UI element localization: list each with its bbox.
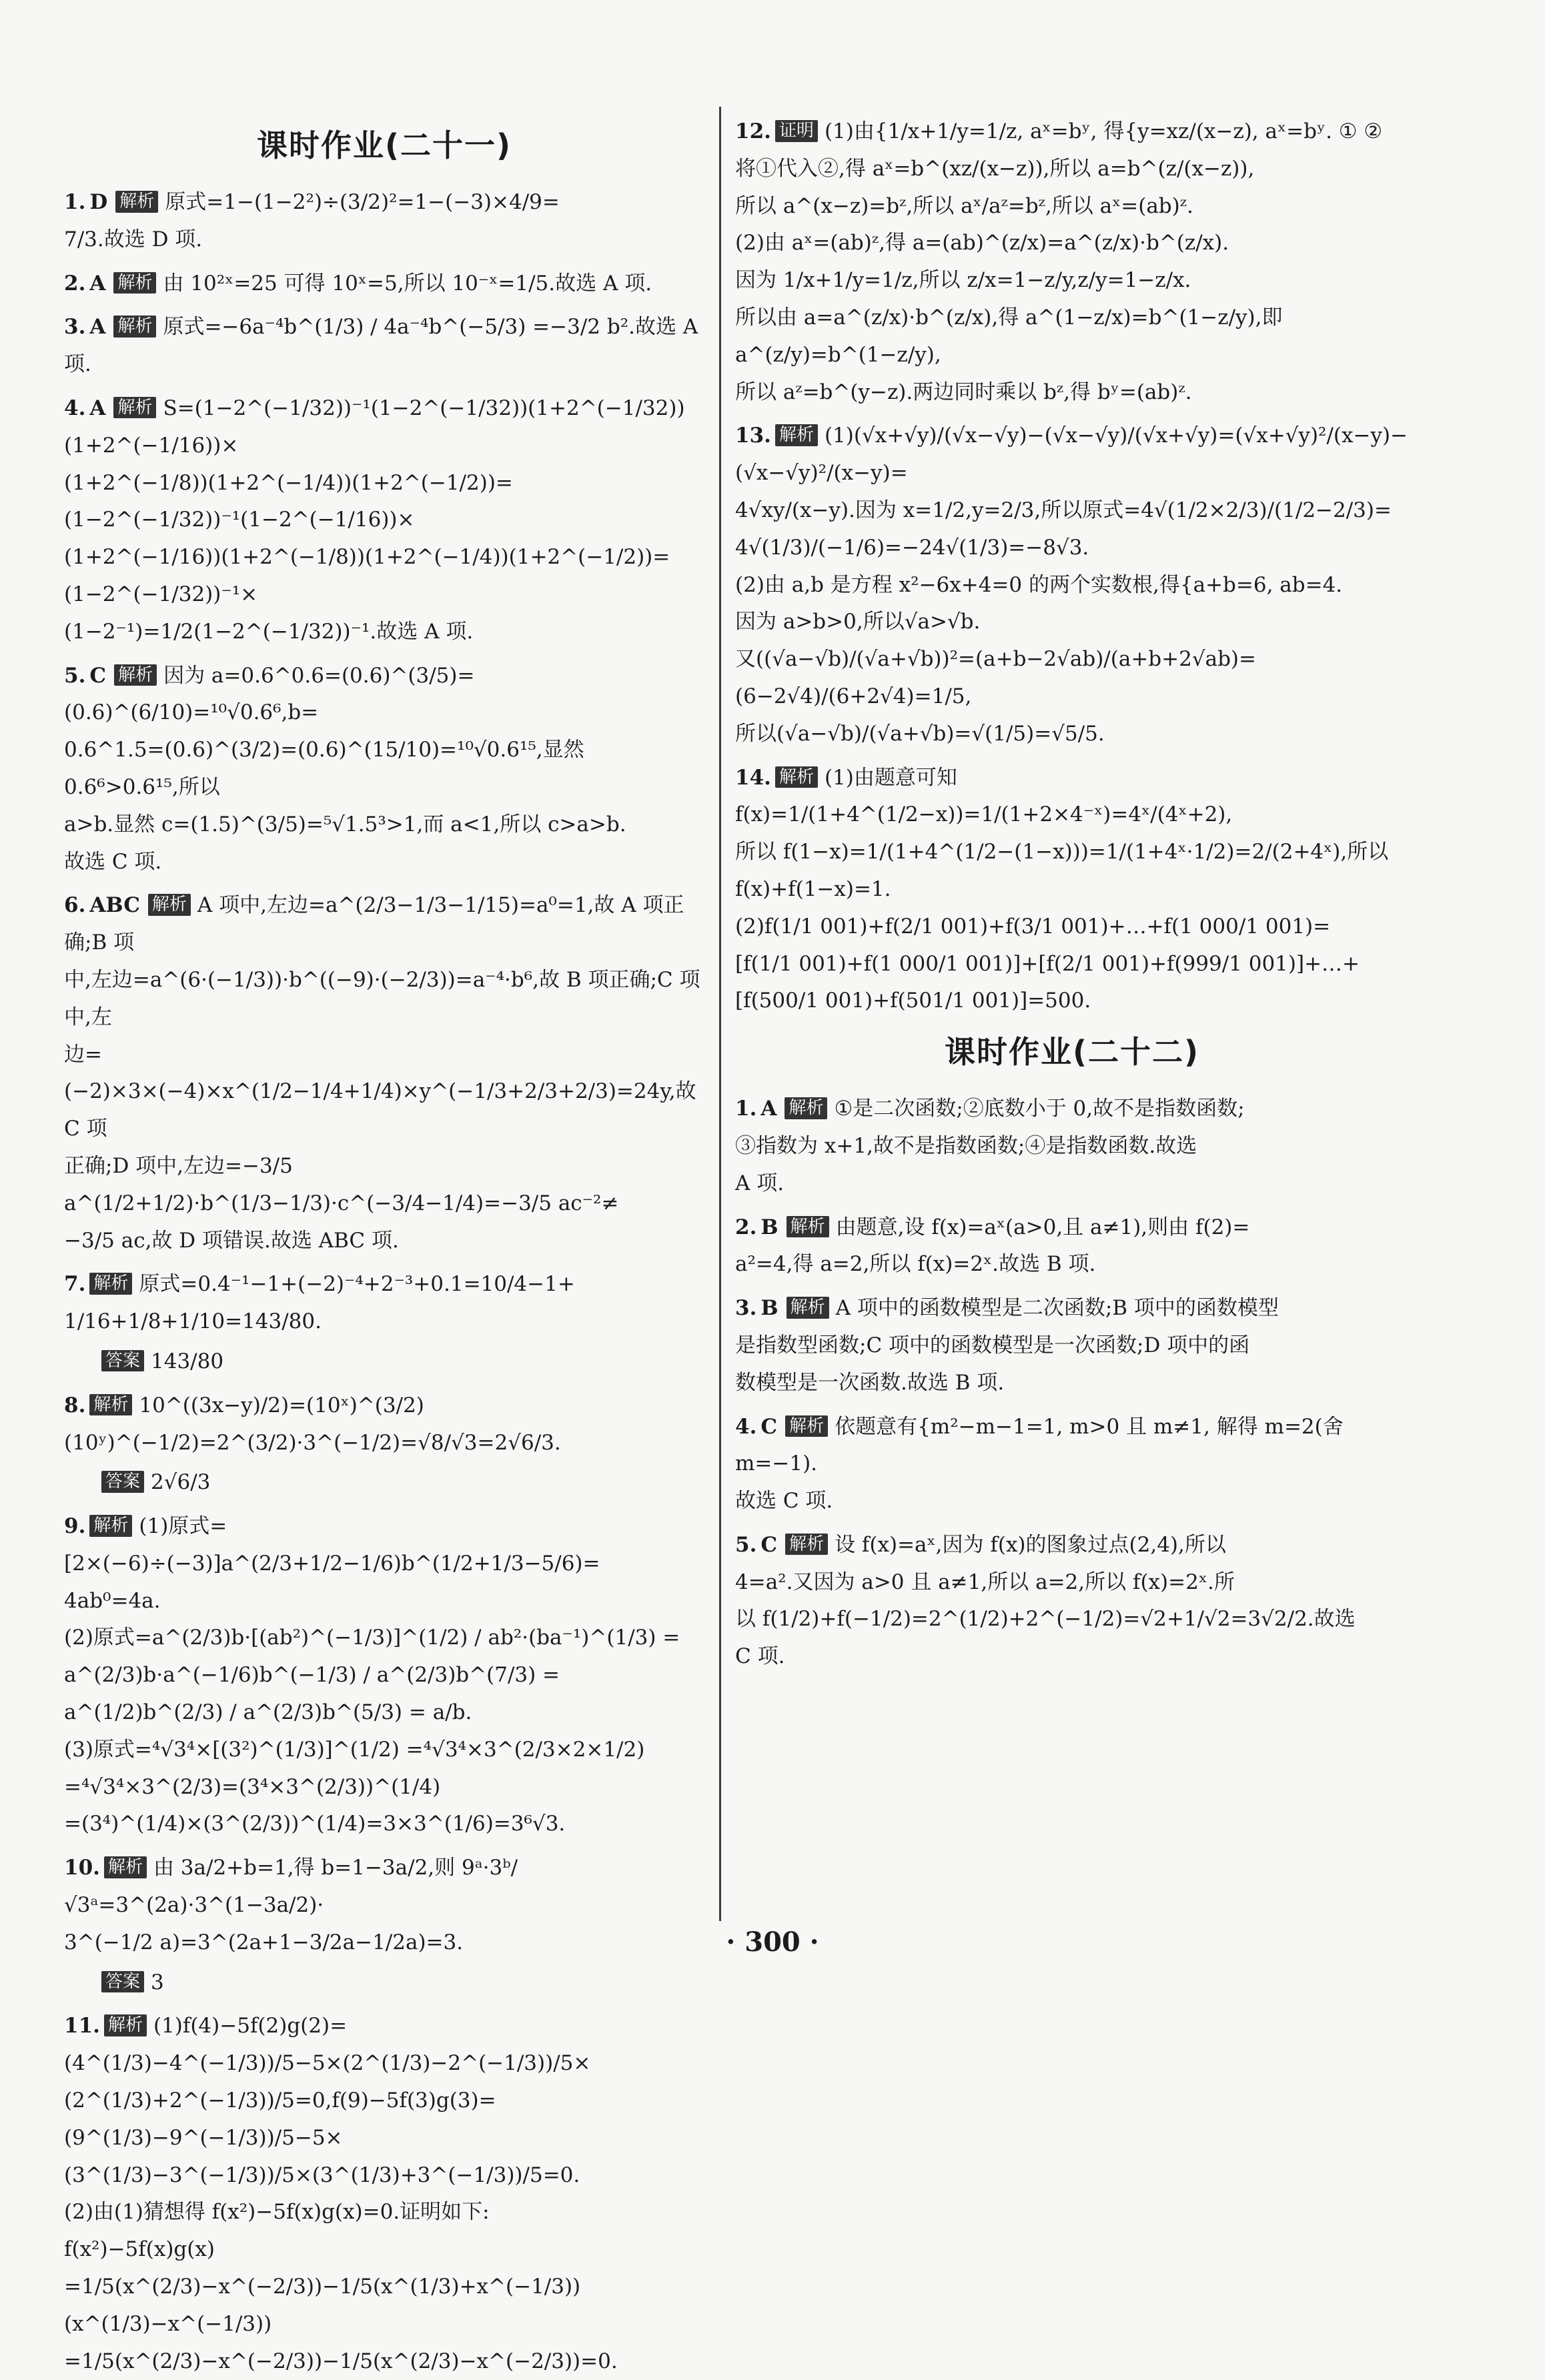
exercise-answer-letter: D — [89, 190, 108, 214]
exercise-line: 所以 a^(x−z)=bᶻ,所以 aˣ/aᶻ=bᶻ,所以 aˣ=(ab)ᶻ. — [735, 193, 1193, 218]
exercise-line — [64, 1850, 704, 1924]
exercise-line: (2)由(1)猜想得 f(x²)−5f(x)g(x)=0.证明如下: — [64, 2200, 490, 2225]
exercise-line: 4=a².又因为 a>0 且 a≠1,所以 a=2,所以 f(x)=2ˣ.所 — [735, 1570, 1235, 1594]
exercise-line — [735, 1409, 1409, 1483]
analysis-tag: 解析 — [785, 1097, 827, 1119]
analysis-tag: 解析 — [114, 664, 157, 686]
section-title-2: 课时作业(二十二) — [944, 1034, 1200, 1071]
exercise-line: (2)由 aˣ=(ab)ᶻ,得 a=(ab)^(z/x)=a^(z/x)·b^(z/x). — [735, 231, 1229, 255]
exercise-number: 5. — [735, 1532, 757, 1557]
exercise-line: f(x)+f(1−x)=1. — [735, 876, 891, 901]
exercise-number: 6. — [64, 893, 86, 918]
exercise-line: f(x²)−5f(x)g(x) — [64, 2237, 215, 2262]
exercise-text: 由 10²ˣ=25 可得 10ˣ=5,所以 10⁻ˣ=1/5.故选 A 项. — [163, 271, 652, 295]
exercise-line — [64, 1387, 704, 1462]
exercise-line — [735, 1290, 1409, 1327]
exercise-item — [64, 1387, 704, 1462]
analysis-tag: 解析 — [787, 1297, 829, 1319]
exercise-item — [735, 1091, 1409, 1202]
exercise-line: 故选 C 项. — [64, 849, 162, 874]
exercise-item — [735, 1290, 1409, 1401]
exercise-line: 是指数型函数;C 项中的函数模型是一次函数;D 项中的函 — [735, 1333, 1250, 1357]
exercise-line: [f(500/1 001)+f(501/1 001)]=500. — [735, 989, 1091, 1013]
exercise-number: 5. — [64, 663, 86, 688]
exercise-text: (1)由{1/x+1/y=1/z, aˣ=bʸ, 得{y=xz/(x−z), aˣ=bʸ. ① ② — [824, 119, 1383, 143]
exercise-line: 4√xy/(x−y).因为 x=1/2,y=2/3,所以原式=4√(1/2×2/3)/(1/2−2/3)= — [735, 498, 1392, 522]
page-number: · 300 · — [726, 1926, 819, 1958]
exercise-line: 1/16+1/8+1/10=143/80. — [64, 1309, 322, 1334]
exercise-number: 2. — [64, 271, 86, 295]
analysis-tag: 解析 — [104, 1856, 147, 1878]
exercise-line — [735, 418, 1409, 492]
exercise-item — [735, 418, 1409, 752]
exercise-text: 因为 a=0.6^0.6=(0.6)^(3/5)=(0.6)^(6/10)=¹⁰√0.6⁶,b= — [64, 663, 475, 725]
exercise-item — [735, 113, 1409, 411]
exercise-text: (1)由题意可知 f(x)=1/(1+4^(1/2−x))=1/(1+2×4⁻ˣ)=4ˣ/(4ˣ+2), — [735, 765, 1233, 827]
exercise-line: (3)原式=⁴√3⁴×[(3²)^(1/3)]^(1/2) =⁴√3⁴×3^(2/3×2×1/2) — [64, 1737, 645, 1762]
exercise-answer-letter: A — [89, 396, 106, 420]
exercise-line — [64, 887, 704, 962]
exercise-line: 4ab⁰=4a. — [64, 1588, 161, 1613]
exercise-line: (1+2^(−1/8))(1+2^(−1/4))(1+2^(−1/2))=(1−2^(−1/32))⁻¹(1−2^(−1/16))× — [64, 470, 513, 532]
exercise-line: [f(1/1 001)+f(1 000/1 001)]+[f(2/1 001)+f(999/1 001)]+…+ — [735, 951, 1360, 976]
exercise-line: (1+2^(−1/16))(1+2^(−1/8))(1+2^(−1/4))(1+2^(−1/2))=(1−2^(−1/32))⁻¹× — [64, 545, 670, 606]
exercise-number: 1. — [64, 190, 86, 214]
exercise-text: (1)f(4)−5f(2)g(2)=(4^(1/3)−4^(−1/3))/5−5×(2^(1/3)−2^(−1/3))/5× — [64, 2014, 591, 2076]
exercise-line: 又((√a−√b)/(√a+√b))²=(a+b−2√ab)/(a+b+2√ab)=(6−2√4)/(6+2√4)=1/5, — [735, 647, 1256, 708]
exercise-answer-letter: B — [760, 1296, 779, 1321]
exercise-number: 12. — [735, 119, 771, 143]
exercise-number: 11. — [64, 2014, 100, 2038]
exercise-text: A 项中,左边=a^(2/3−1/3−1/15)=a⁰=1,故 A 项正确;B 项 — [64, 893, 684, 955]
exercise-line — [735, 1527, 1409, 1564]
exercise-item — [64, 887, 704, 1259]
exercise-line — [64, 184, 704, 221]
exercise-line — [64, 1508, 704, 1583]
exercise-text: (1)原式=[2×(−6)÷(−3)]a^(2/3+1/2−1/6)b^(1/2+1/3−5/6)= — [64, 1514, 600, 1576]
exercise-text: A 项中的函数模型是二次函数;B 项中的函数模型 — [835, 1296, 1279, 1321]
exercise-line: −3/5 ac,故 D 项错误.故选 ABC 项. — [64, 1228, 399, 1253]
exercise-line: (2^(1/3)+2^(−1/3))/5=0,f(9)−5f(3)g(3)=(9^(1/3)−9^(−1/3))/5−5× — [64, 2089, 496, 2150]
section-title: 课时作业(二十一) — [256, 127, 512, 163]
exercise-line — [735, 760, 1409, 834]
answer-line — [101, 1464, 704, 1502]
analysis-tag: 解析 — [775, 766, 818, 788]
exercise-line: =1/5(x^(2/3)−x^(−2/3))−1/5(x^(2/3)−x^(−2/3))=0. — [64, 2349, 618, 2373]
exercise-text: (1)(√x+√y)/(√x−√y)−(√x−√y)/(√x+√y)=(√x+√y)²/(x−y)−(√x−√y)²/(x−y)= — [735, 424, 1408, 486]
exercise-line: 数模型是一次函数.故选 B 项. — [735, 1370, 1005, 1395]
answer-value: 2√6/3 — [151, 1470, 211, 1495]
exercise-line: C 项. — [735, 1644, 785, 1669]
answer-tag: 答案 — [101, 1971, 144, 1993]
exercise-line: 边=(−2)×3×(−4)×x^(1/2−1/4+1/4)×y^(−1/3+2/3+2/3)=24y,故 C 项 — [64, 1042, 696, 1141]
exercise-line: =1/5(x^(2/3)−x^(−2/3))−1/5(x^(1/3)+x^(−1/3))(x^(1/3)−x^(−1/3)) — [64, 2275, 581, 2336]
analysis-tag: 解析 — [113, 397, 156, 419]
exercise-text: 由 3a/2+b=1,得 b=1−3a/2,则 9ᵃ·3ᵇ/√3ᵃ=3^(2a)·3^(1−3a/2)· — [64, 1856, 518, 1918]
exercise-item — [64, 1508, 704, 1843]
answer-value: 143/80 — [151, 1349, 224, 1373]
exercise-line: 7/3.故选 D 项. — [64, 227, 203, 251]
exercise-number: 10. — [64, 1856, 100, 1880]
exercise-number: 1. — [735, 1097, 757, 1121]
exercise-text: 原式=−6a⁻⁴b^(1/3) / 4a⁻⁴b^(−5/3) =−3/2 b².故选 A 项. — [64, 315, 698, 377]
exercise-answer-letter: A — [89, 271, 106, 295]
exercise-number: 4. — [64, 396, 86, 420]
right-column-bottom — [735, 1091, 1409, 1676]
exercise-line — [64, 309, 704, 384]
exercise-answer-letter: C — [89, 663, 107, 688]
exercise-item — [64, 309, 704, 384]
exercise-answer-letter: C — [760, 1414, 778, 1439]
answer-value: 3 — [151, 1970, 164, 1994]
exercise-line: (2)f(1/1 001)+f(2/1 001)+f(3/1 001)+…+f(1 000/1 001)= — [735, 914, 1331, 939]
exercise-item — [735, 760, 1409, 1021]
analysis-tag: 解析 — [148, 894, 191, 916]
exercise-text: 10^((3x−y)/2)=(10ˣ)^(3/2)(10ʸ)^(−1/2)=2^(3/2)·3^(−1/2)=√8/√3=2√6/3. — [64, 1393, 561, 1455]
exercise-line: 所以 f(1−x)=1/(1+4^(1/2−(1−x)))=1/(1+4ˣ·1/2)=2/(2+4ˣ),所以 — [735, 840, 1389, 864]
exercise-item — [735, 1527, 1409, 1676]
exercise-line: (1−2⁻¹)=1/2(1−2^(−1/32))⁻¹.故选 A 项. — [64, 619, 474, 644]
exercise-line — [735, 113, 1409, 151]
exercise-item — [735, 1409, 1409, 1520]
exercise-line: 0.6^1.5=(0.6)^(3/2)=(0.6)^(15/10)=¹⁰√0.6¹⁵,显然 0.6⁶>0.6¹⁵,所以 — [64, 738, 584, 799]
exercise-number: 2. — [735, 1215, 757, 1239]
analysis-tag: 解析 — [89, 1515, 132, 1537]
exercise-item — [64, 658, 704, 881]
exercise-text: S=(1−2^(−1/32))⁻¹(1−2^(−1/32))(1+2^(−1/32))(1+2^(−1/16))× — [64, 396, 685, 458]
exercise-line: ③指数为 x+1,故不是指数函数;④是指数函数.故选 — [735, 1133, 1197, 1158]
exercise-line — [64, 265, 704, 303]
exercise-line: (2)由 a,b 是方程 x²−6x+4=0 的两个实数根,得{a+b=6, ab=4. — [735, 572, 1343, 597]
exercise-line: a>b.显然 c=(1.5)^(3/5)=⁵√1.5³>1,而 a<1,所以 c>a>b. — [64, 812, 626, 836]
exercise-line: 所以 aᶻ=b^(y−z).两边同时乘以 bᶻ,得 bʸ=(ab)ᶻ. — [735, 380, 1192, 404]
answer-tag: 答案 — [101, 1350, 144, 1372]
proof-tag: 证明 — [775, 120, 818, 142]
exercise-line: 所以由 a=a^(z/x)·b^(z/x),得 a^(1−z/x)=b^(1−z/y),即 a^(z/y)=b^(1−z/y), — [735, 305, 1283, 367]
answer-line — [101, 1964, 704, 2002]
analysis-tag: 解析 — [785, 1415, 828, 1437]
exercise-line: (2)原式=a^(2/3)b·[(ab²)^(−1/3)]^(1/2) / ab²·(ba⁻¹)^(1/3) = a^(2/3)b·a^(−1/6)b^(−1/3) / a^(2/3)b^(7/3) = a^(1/2)b^(2/3) / a^(2/3)b^(5/3) = a/b. — [64, 1626, 680, 1725]
right-column — [735, 113, 1409, 1957]
analysis-tag: 解析 — [89, 1273, 132, 1295]
analysis-tag: 解析 — [89, 1394, 132, 1416]
exercise-answer-letter: A — [760, 1097, 777, 1121]
exercise-text: 依题意有{m²−m−1=1, m>0 且 m≠1, 解得 m=2(舍 m=−1). — [735, 1414, 1344, 1476]
exercise-item — [64, 184, 704, 259]
analysis-tag: 解析 — [115, 191, 158, 213]
left-column — [64, 113, 704, 2373]
exercise-line: 中,左边=a^(6·(−1/3))·b^((−9)·(−2/3))=a⁻⁴·b⁶,故 B 项正确;C 项中,左 — [64, 967, 700, 1029]
answer-line — [101, 1343, 704, 1381]
exercise-item — [64, 1266, 704, 1341]
exercise-line: 3^(−1/2 a)=3^(2a+1−3/2a−1/2a)=3. — [64, 1930, 464, 1954]
exercise-number: 3. — [64, 315, 86, 340]
exercise-number: 4. — [735, 1414, 757, 1439]
exercise-line — [735, 1091, 1409, 1128]
exercise-item — [735, 1209, 1409, 1284]
exercise-answer-letter: B — [760, 1215, 779, 1239]
exercise-number: 8. — [64, 1393, 86, 1417]
exercise-text: 原式=0.4⁻¹−1+(−2)⁻⁴+2⁻³+0.1=10/4−1+ — [139, 1272, 575, 1297]
exercise-number: 3. — [735, 1296, 757, 1321]
exercise-line: 正确;D 项中,左边=−3/5 a^(1/2+1/2)·b^(1/3−1/3)·c^(−3/4−1/4)=−3/5 ac⁻²≠ — [64, 1153, 619, 1215]
exercise-line: A 项. — [735, 1171, 785, 1195]
exercise-text: 原式=1−(1−2²)÷(3/2)²=1−(−3)×4/9= — [165, 190, 560, 214]
exercise-text: 设 f(x)=aˣ,因为 f(x)的图象过点(2,4),所以 — [835, 1532, 1226, 1557]
exercise-item — [64, 2008, 704, 2380]
exercise-line: 4√(1/3)/(−1/6)=−24√(1/3)=−8√3. — [735, 535, 1089, 560]
analysis-tag: 解析 — [785, 1534, 828, 1556]
analysis-tag: 解析 — [787, 1216, 829, 1238]
exercise-line — [64, 658, 704, 732]
exercise-line — [735, 1209, 1409, 1247]
exercise-text: 由题意,设 f(x)=aˣ(a>0,且 a≠1),则由 f(2)= — [835, 1215, 1250, 1239]
exercise-answer-letter: C — [760, 1532, 778, 1557]
exercise-number: 9. — [64, 1514, 86, 1539]
exercise-line: =⁴√3⁴×3^(2/3)=(3⁴×3^(2/3))^(1/4) — [64, 1774, 441, 1799]
right-column-top — [735, 113, 1409, 1020]
exercise-line: 以 f(1/2)+f(−1/2)=2^(1/2)+2^(−1/2)=√2+1/√2=3√2/2.故选 — [735, 1607, 1356, 1632]
exercise-number: 14. — [735, 765, 771, 790]
exercise-line: =(3⁴)^(1/4)×(3^(2/3))^(1/4)=3×3^(1/6)=3⁶√3. — [64, 1812, 566, 1836]
exercise-line — [64, 390, 704, 465]
answer-tag: 答案 — [101, 1471, 144, 1493]
exercise-item — [64, 390, 704, 651]
analysis-tag: 解析 — [104, 2014, 147, 2036]
exercise-line: a²=4,得 a=2,所以 f(x)=2ˣ.故选 B 项. — [735, 1252, 1096, 1277]
exercise-line: 将①代入②,得 aˣ=b^(xz/(x−z)),所以 a=b^(z/(x−z)), — [735, 156, 1255, 181]
analysis-tag: 解析 — [113, 316, 156, 338]
analysis-tag: 解析 — [113, 272, 156, 294]
exercise-line: (3^(1/3)−3^(−1/3))/5×(3^(1/3)+3^(−1/3))/5=0. — [64, 2163, 580, 2187]
exercise-text: ①是二次函数;②底数小于 0,故不是指数函数; — [834, 1097, 1245, 1121]
exercise-line: 故选 C 项. — [735, 1489, 833, 1514]
exercise-answer-letter: ABC — [89, 893, 140, 918]
column-divider — [719, 107, 721, 1921]
exercise-item — [64, 265, 704, 303]
exercise-line: 因为 1/x+1/y=1/z,所以 z/x=1−z/y,z/y=1−z/x. — [735, 268, 1191, 293]
exercise-answer-letter: A — [89, 315, 106, 340]
exercise-line: 因为 a>b>0,所以√a>√b. — [735, 610, 981, 634]
exercise-number: 7. — [64, 1272, 86, 1297]
exercise-line — [64, 2008, 704, 2082]
exercise-number: 13. — [735, 424, 771, 448]
exercise-line — [64, 1266, 704, 1303]
exercise-line: 所以(√a−√b)/(√a+√b)=√(1/5)=√5/5. — [735, 721, 1105, 746]
analysis-tag: 解析 — [775, 424, 818, 446]
